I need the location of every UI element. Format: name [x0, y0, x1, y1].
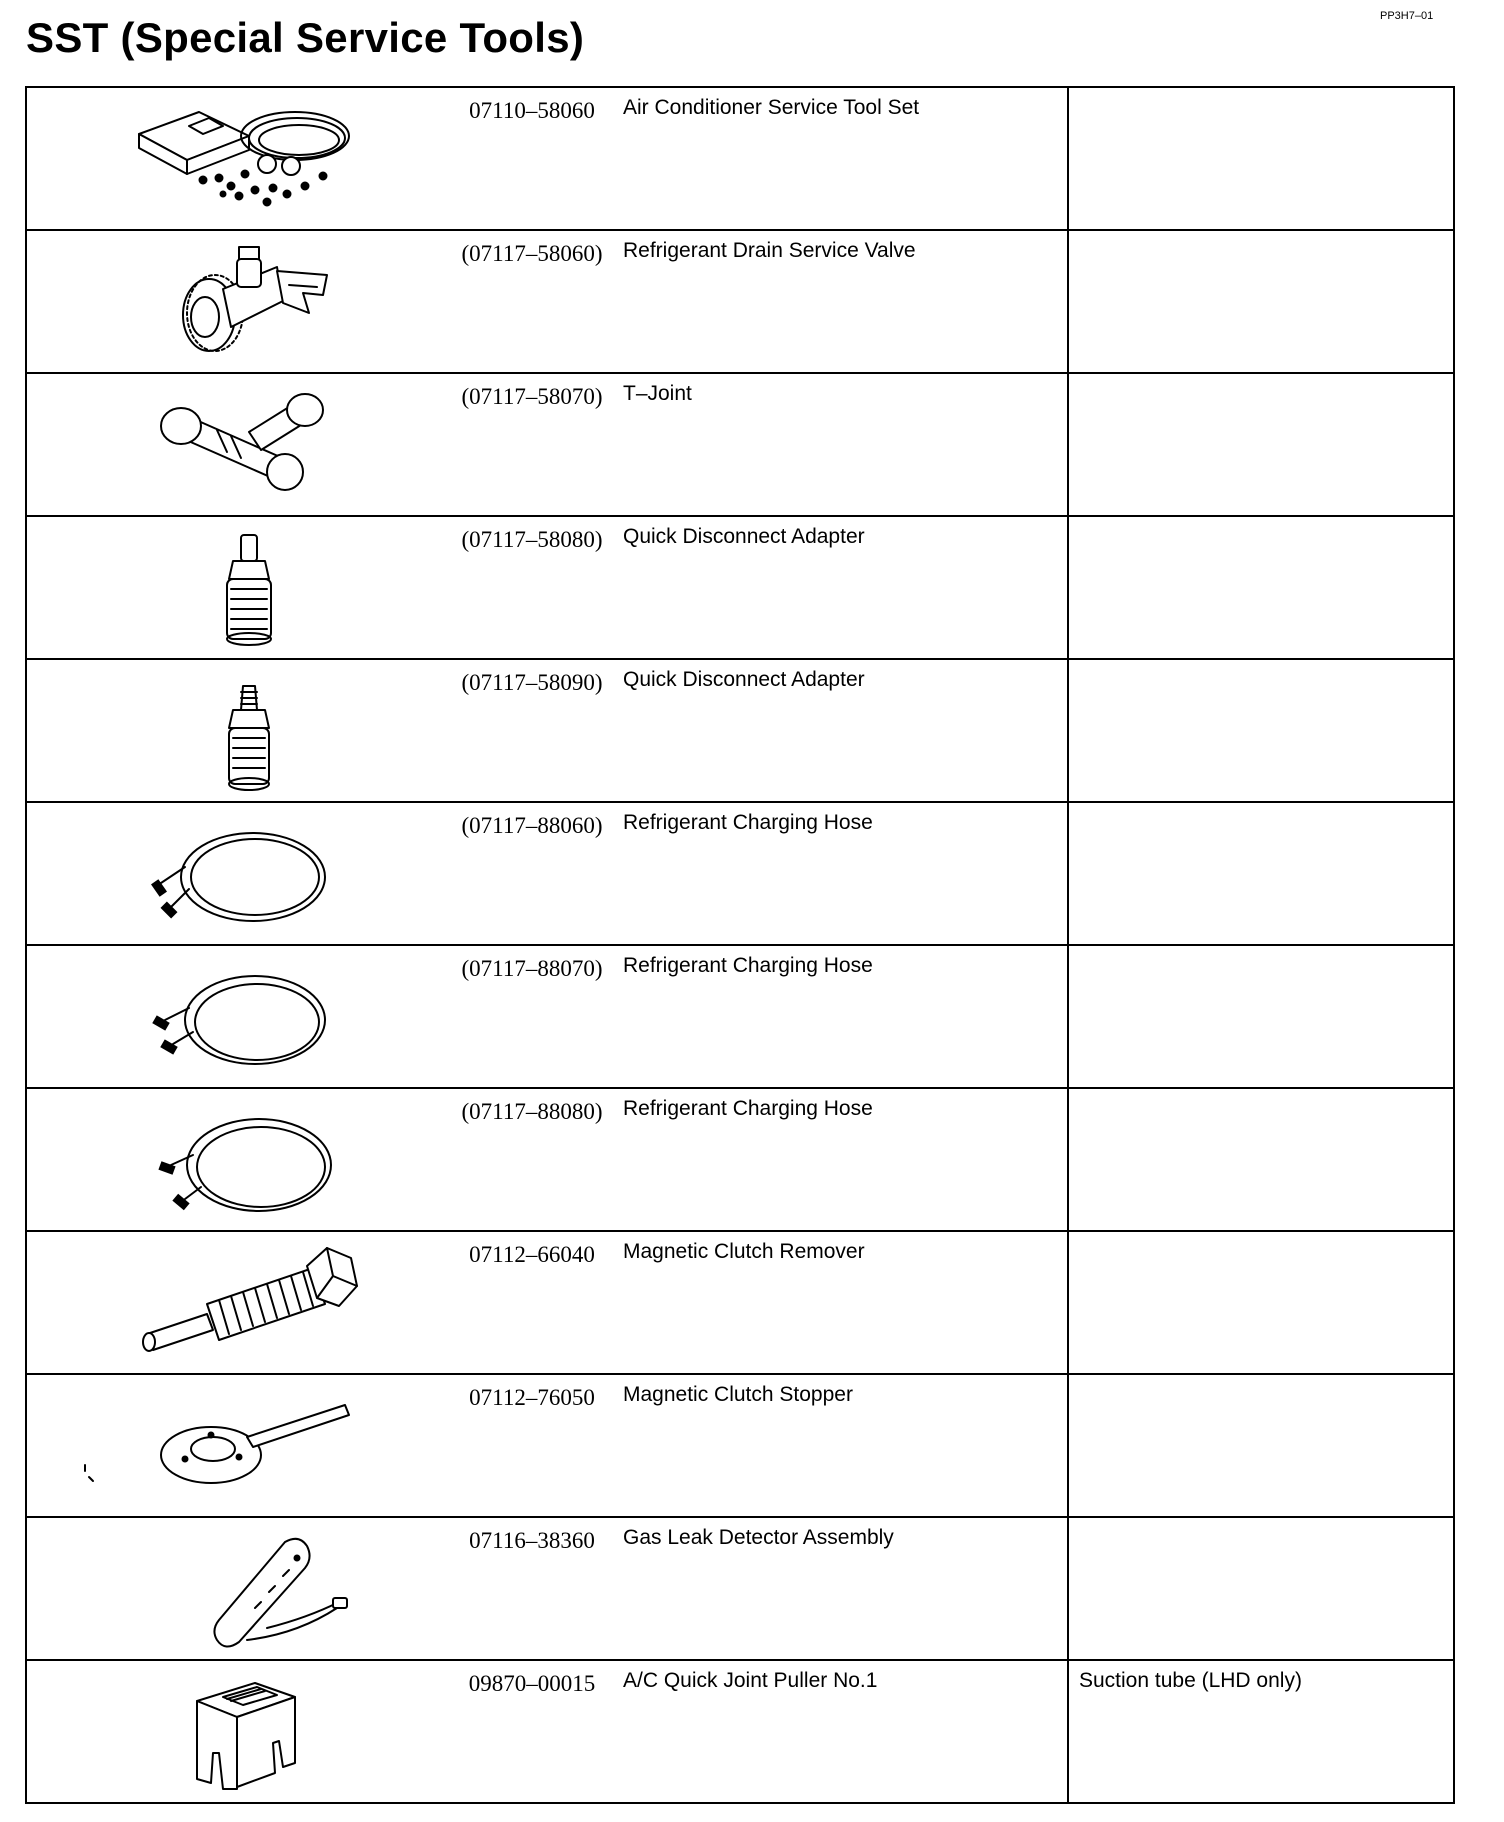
table-row: [26, 87, 1454, 230]
tool-cell: [26, 1088, 1068, 1231]
tool-cell: [26, 802, 1068, 945]
tool-name: Magnetic Clutch Stopper: [623, 1383, 853, 1406]
part-number: (07117–88080): [461, 1099, 603, 1124]
note-cell: [1068, 516, 1454, 659]
part-number: 07110–58060: [469, 98, 595, 123]
tool-cell: [26, 87, 1068, 230]
part-number: 07116–38360: [469, 1528, 595, 1553]
part-number: (07117–58060): [461, 241, 603, 266]
part-number: (07117–58090): [461, 670, 603, 695]
document-code: PP3H7–01: [1380, 10, 1434, 22]
part-number: 09870–00015: [468, 1671, 596, 1696]
tool-cell: [26, 1517, 1068, 1660]
charging-hose-icon: [127, 809, 387, 939]
part-number: 07112–66040: [469, 1242, 595, 1267]
quick-adapter-icon: [127, 523, 387, 653]
tool-name: Quick Disconnect Adapter: [623, 525, 865, 548]
part-number: 07112–76050: [469, 1385, 595, 1410]
note-cell: [1068, 1088, 1454, 1231]
note-cell: [1068, 87, 1454, 230]
table-row: [26, 230, 1454, 373]
tool-name: T–Joint: [623, 382, 692, 405]
tool-note: Suction tube (LHD only): [1079, 1669, 1302, 1692]
table-row: [26, 659, 1454, 802]
note-cell: [1068, 945, 1454, 1088]
note-cell: [1068, 1517, 1454, 1660]
tool-cell: [26, 230, 1068, 373]
t-joint-icon: [127, 380, 387, 510]
part-number: (07117–58080): [461, 527, 603, 552]
tool-name: A/C Quick Joint Puller No.1: [623, 1669, 878, 1692]
table-row: [26, 373, 1454, 516]
drain-valve-icon: [127, 237, 387, 367]
tool-name: Quick Disconnect Adapter: [623, 668, 865, 691]
part-number: (07117–88060): [461, 813, 603, 838]
table-row: [26, 516, 1454, 659]
tool-name: Refrigerant Charging Hose: [623, 1097, 873, 1120]
tool-cell: [26, 945, 1068, 1088]
table-row: [26, 1088, 1454, 1231]
note-cell: [1068, 1374, 1454, 1517]
joint-puller-icon: [127, 1667, 387, 1797]
tool-name: Magnetic Clutch Remover: [623, 1240, 865, 1263]
clutch-stopper-icon: [127, 1381, 387, 1511]
tool-cell: [26, 1374, 1068, 1517]
note-cell: [1068, 230, 1454, 373]
part-number: (07117–88070): [461, 956, 603, 981]
sst-table: [25, 86, 1455, 1804]
tool-cell: [26, 1231, 1068, 1374]
charging-hose-icon: [127, 952, 387, 1082]
tool-cell: [26, 659, 1068, 802]
service-tool-set-icon: [127, 94, 387, 224]
clutch-remover-icon: [127, 1238, 387, 1368]
note-cell: [1068, 1231, 1454, 1374]
page-title: SST (Special Service Tools): [26, 14, 585, 61]
charging-hose-icon: [127, 1095, 387, 1225]
quick-adapter-icon: [127, 666, 387, 796]
table-row: [26, 1374, 1454, 1517]
leak-detector-icon: [127, 1524, 387, 1654]
table-row: [26, 802, 1454, 945]
note-cell: [1068, 373, 1454, 516]
tool-cell: [26, 1660, 1068, 1803]
note-cell: [1068, 659, 1454, 802]
note-cell: [1068, 1660, 1454, 1803]
table-row: [26, 1660, 1454, 1803]
tool-cell: [26, 373, 1068, 516]
table-row: [26, 945, 1454, 1088]
tool-name: Gas Leak Detector Assembly: [623, 1526, 894, 1549]
note-cell: [1068, 802, 1454, 945]
part-number: (07117–58070): [461, 384, 603, 409]
table-row: [26, 1231, 1454, 1374]
table-row: [26, 1517, 1454, 1660]
tool-cell: [26, 516, 1068, 659]
tool-name: Refrigerant Charging Hose: [623, 811, 873, 834]
tool-name: Air Conditioner Service Tool Set: [623, 96, 920, 119]
tool-name: Refrigerant Charging Hose: [623, 954, 873, 977]
tool-name: Refrigerant Drain Service Valve: [623, 239, 916, 262]
